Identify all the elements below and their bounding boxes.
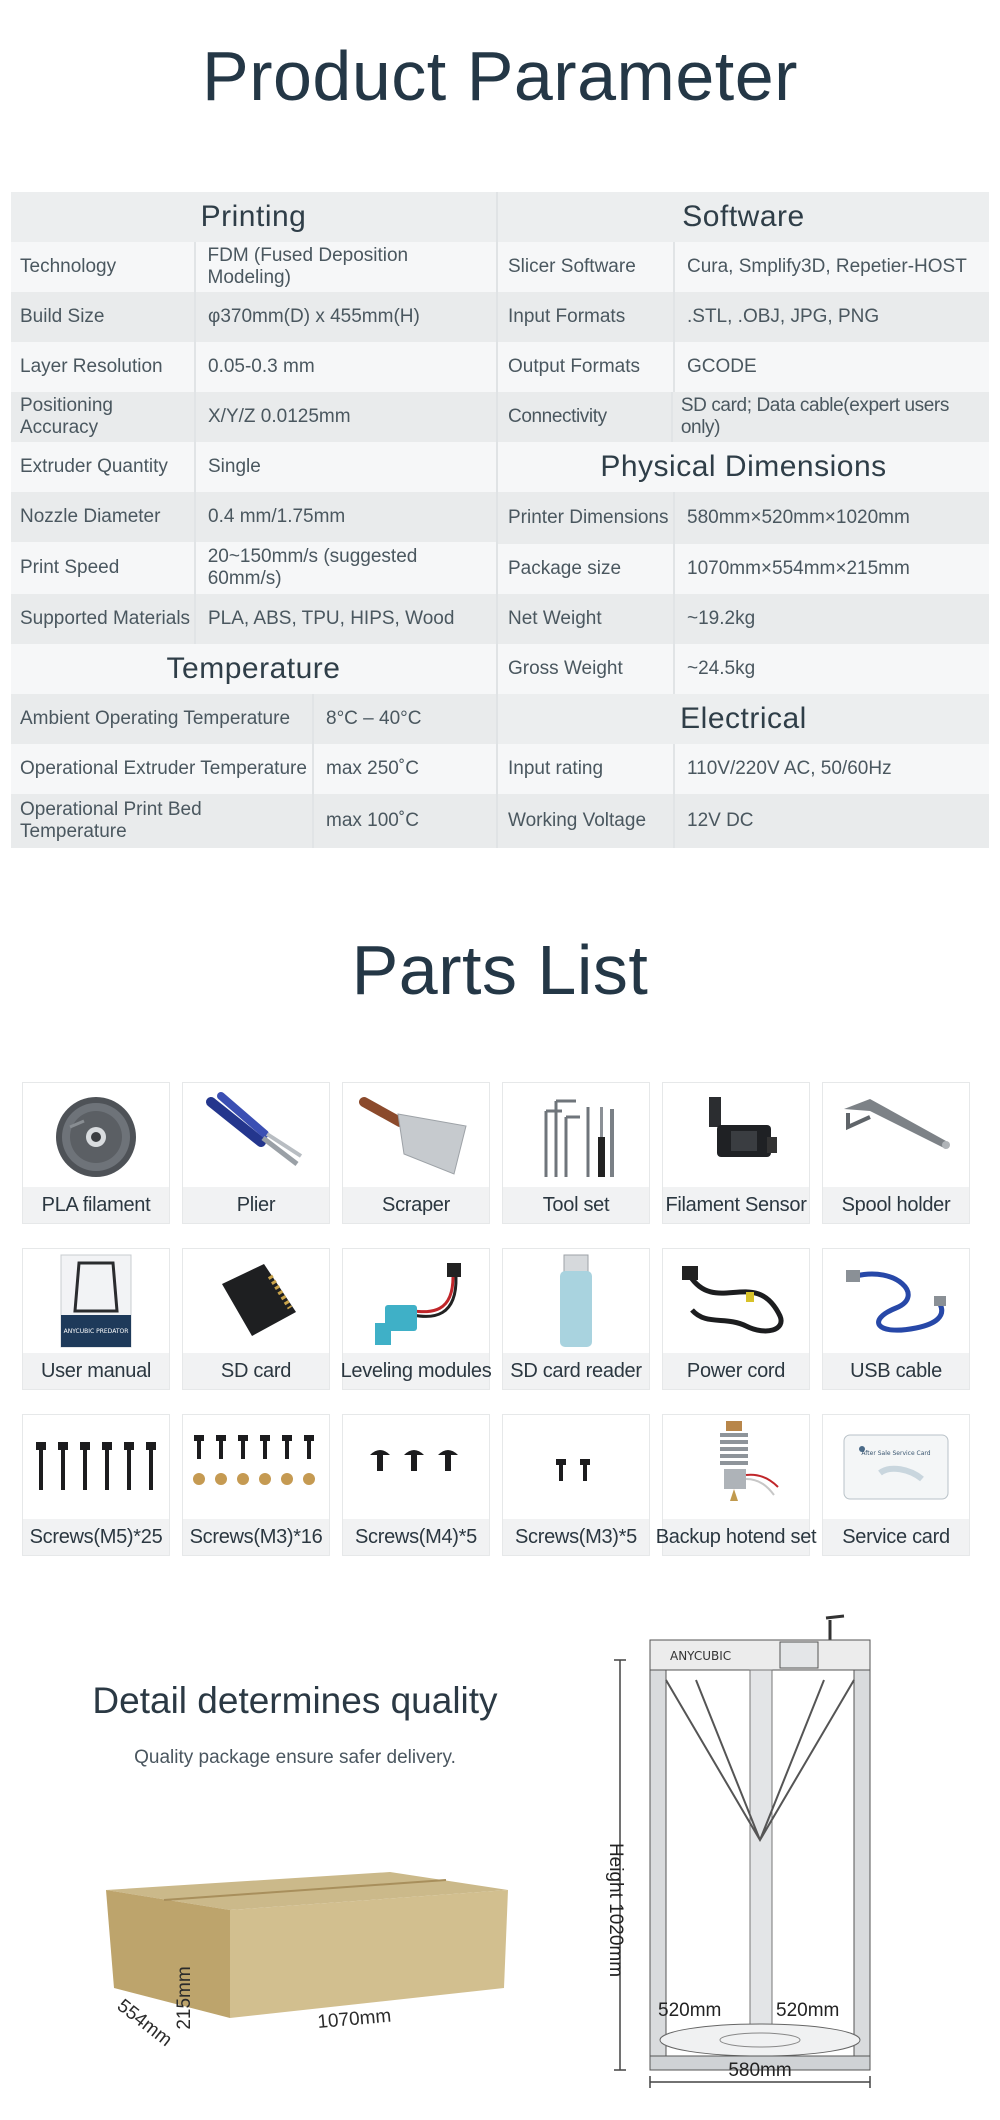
- part-label: Spool holder: [823, 1187, 969, 1223]
- spec-value: 8°C – 40°C: [326, 708, 422, 729]
- spec-row: [11, 392, 496, 442]
- spec-value: 0.4 mm/1.75mm: [208, 506, 346, 527]
- spec-key: Supported Materials: [11, 594, 196, 644]
- scraper-icon: [343, 1083, 489, 1187]
- part-label: Screws(M3)*5: [503, 1519, 649, 1555]
- part-card: [182, 1248, 330, 1390]
- part-card: [342, 1414, 490, 1556]
- spec-row: [11, 442, 496, 492]
- spec-value: Cura, Smplify3D, Repetier-HOST: [687, 256, 967, 277]
- spec-key: Operational Print Bed Temperature: [11, 794, 314, 848]
- spec-key: Positioning Accuracy: [11, 392, 196, 442]
- plier-icon: [183, 1083, 329, 1187]
- spec-key: Working Voltage: [498, 794, 675, 848]
- spool-holder-icon: [823, 1083, 969, 1187]
- spec-value: max 250˚C: [326, 758, 419, 779]
- printer-brand: ANYCUBIC: [670, 1649, 732, 1663]
- printer-depth-right-label: 520mm: [776, 2000, 840, 2021]
- screws-m3-nuts-icon: [183, 1415, 329, 1519]
- part-card: [822, 1082, 970, 1224]
- spec-row: [498, 392, 989, 442]
- part-card: [22, 1082, 170, 1224]
- power-cord-icon: [663, 1249, 809, 1353]
- part-label: USB cable: [823, 1353, 969, 1389]
- software-heading: Software: [498, 192, 989, 242]
- spec-row: [498, 744, 989, 794]
- printing-heading: Printing: [11, 192, 496, 242]
- manual-cover-text: ANYCUBIC PREDATOR: [63, 1328, 129, 1335]
- printer-height-label: Height 1020mm: [605, 1842, 626, 1978]
- spec-row: [498, 242, 989, 292]
- part-card: [662, 1082, 810, 1224]
- spec-key: Ambient Operating Temperature: [11, 694, 314, 744]
- screws-m5-icon: [23, 1415, 169, 1519]
- spec-value: max 100˚C: [326, 810, 419, 831]
- part-card: [822, 1414, 970, 1556]
- spec-key: Connectivity: [498, 392, 673, 442]
- electrical-heading: Electrical: [498, 694, 989, 744]
- sd-card-reader-icon: [503, 1249, 649, 1353]
- spec-value: X/Y/Z 0.0125mm: [208, 406, 351, 427]
- part-label: Backup hotend set: [663, 1519, 809, 1555]
- printer-illustration: [605, 1600, 900, 2100]
- spec-value: PLA, ABS, TPU, HIPS, Wood: [208, 608, 455, 629]
- part-label: Filament Sensor: [663, 1187, 809, 1223]
- part-label: Power cord: [663, 1353, 809, 1389]
- part-card: [22, 1414, 170, 1556]
- user-manual-icon: [23, 1249, 169, 1353]
- spec-row: [11, 292, 496, 342]
- spec-key: Layer Resolution: [11, 342, 196, 392]
- part-label: SD card reader: [503, 1353, 649, 1389]
- spec-value: ~24.5kg: [687, 658, 756, 679]
- printer-width-label: 580mm: [728, 2060, 792, 2081]
- spec-value: .STL, .OBJ, JPG, PNG: [687, 306, 880, 327]
- spec-key: Input rating: [498, 744, 675, 794]
- spec-value: 12V DC: [687, 810, 754, 831]
- part-card: [182, 1414, 330, 1556]
- part-card: [342, 1082, 490, 1224]
- spec-value: 1070mm×554mm×215mm: [687, 558, 910, 579]
- part-card: [342, 1248, 490, 1390]
- part-label: Screws(M3)*16: [183, 1519, 329, 1555]
- spec-value: ~19.2kg: [687, 608, 756, 629]
- screws-m3-icon: [503, 1415, 649, 1519]
- temperature-heading: Temperature: [11, 644, 496, 694]
- tool-set-icon: [503, 1083, 649, 1187]
- screws-m4-icon: [343, 1415, 489, 1519]
- part-card: [655, 1414, 817, 1556]
- spec-key: Net Weight: [498, 594, 675, 644]
- printer-depth-left-label: 520mm: [658, 2000, 722, 2021]
- part-label: Leveling modules: [343, 1353, 489, 1389]
- box-length-label: 1070mm: [316, 2005, 393, 2033]
- spec-key: Printer Dimensions: [498, 492, 675, 544]
- part-label: SD card: [183, 1353, 329, 1389]
- leveling-module-icon: [343, 1249, 489, 1353]
- spec-key: Output Formats: [498, 342, 675, 392]
- spec-key: Technology: [11, 242, 196, 292]
- spec-row: [498, 544, 989, 594]
- part-card: [502, 1414, 650, 1556]
- box-depth-label: 554mm: [112, 1995, 176, 2051]
- spec-value: φ370mm(D) x 455mm(H): [208, 306, 420, 327]
- spec-row: [11, 492, 496, 542]
- spec-value: GCODE: [687, 356, 757, 377]
- spec-row: [11, 794, 496, 848]
- shipping-box-illustration: [90, 1772, 530, 2051]
- product-parameter-title: Product Parameter: [202, 37, 798, 115]
- spec-key: Gross Weight: [498, 644, 675, 694]
- spec-table: [11, 192, 989, 848]
- spec-key: Nozzle Diameter: [11, 492, 196, 542]
- spec-row: [498, 794, 989, 848]
- detail-title: Detail determines quality: [92, 1680, 498, 1721]
- spec-value: FDM (Fused Deposition Modeling): [207, 245, 409, 288]
- hotend-icon: [663, 1415, 809, 1519]
- spec-key: Print Speed: [11, 542, 196, 594]
- spec-row: [498, 644, 989, 694]
- part-card: [182, 1082, 330, 1224]
- spec-key: Build Size: [11, 292, 196, 342]
- spec-row: [498, 492, 989, 544]
- spec-row: [11, 694, 496, 744]
- parts-list-title: Parts List: [351, 931, 649, 1009]
- service-card-icon: [823, 1415, 969, 1519]
- spec-row: [11, 242, 496, 292]
- part-label: PLA filament: [23, 1187, 169, 1223]
- part-label: Screws(M4)*5: [343, 1519, 489, 1555]
- spec-key: Operational Extruder Temperature: [11, 744, 314, 794]
- spec-value: 20~150mm/s (suggested 60mm/s): [207, 546, 418, 589]
- spec-key: Input Formats: [498, 292, 675, 342]
- spec-value: 110V/220V AC, 50/60Hz: [687, 758, 892, 779]
- spec-value: 580mm×520mm×1020mm: [687, 507, 910, 528]
- filament-spool-icon: [23, 1083, 169, 1187]
- physical-dimensions-heading: Physical Dimensions: [498, 442, 989, 492]
- sd-card-icon: [183, 1249, 329, 1353]
- part-card: [502, 1082, 650, 1224]
- filament-sensor-icon: [663, 1083, 809, 1187]
- part-card: [662, 1248, 810, 1390]
- box-height-label: 215mm: [174, 1966, 195, 2030]
- part-label: Plier: [183, 1187, 329, 1223]
- part-label: Service card: [823, 1519, 969, 1555]
- part-card: [822, 1248, 970, 1390]
- spec-row: [498, 594, 989, 644]
- part-card: [22, 1248, 170, 1390]
- spec-key: Slicer Software: [498, 242, 675, 292]
- spec-value: 0.05-0.3 mm: [208, 356, 315, 377]
- spec-row: [498, 292, 989, 342]
- spec-row: [498, 342, 989, 392]
- spec-row: [11, 542, 496, 594]
- part-card: [502, 1248, 650, 1390]
- part-label: Scraper: [343, 1187, 489, 1223]
- detail-subtitle: Quality package ensure safer delivery.: [134, 1747, 456, 1768]
- spec-row: [11, 342, 496, 392]
- service-card-text: After Sale Service Card: [861, 1450, 931, 1457]
- spec-value: SD card; Data cable(expert users only): [680, 395, 949, 438]
- spec-value: Single: [208, 456, 261, 477]
- part-label: User manual: [23, 1353, 169, 1389]
- spec-key: Extruder Quantity: [11, 442, 196, 492]
- part-label: Screws(M5)*25: [23, 1519, 169, 1555]
- spec-row: [11, 744, 496, 794]
- usb-cable-icon: [823, 1249, 969, 1353]
- spec-key: Package size: [498, 544, 675, 594]
- spec-row: [11, 594, 496, 644]
- part-label: Tool set: [503, 1187, 649, 1223]
